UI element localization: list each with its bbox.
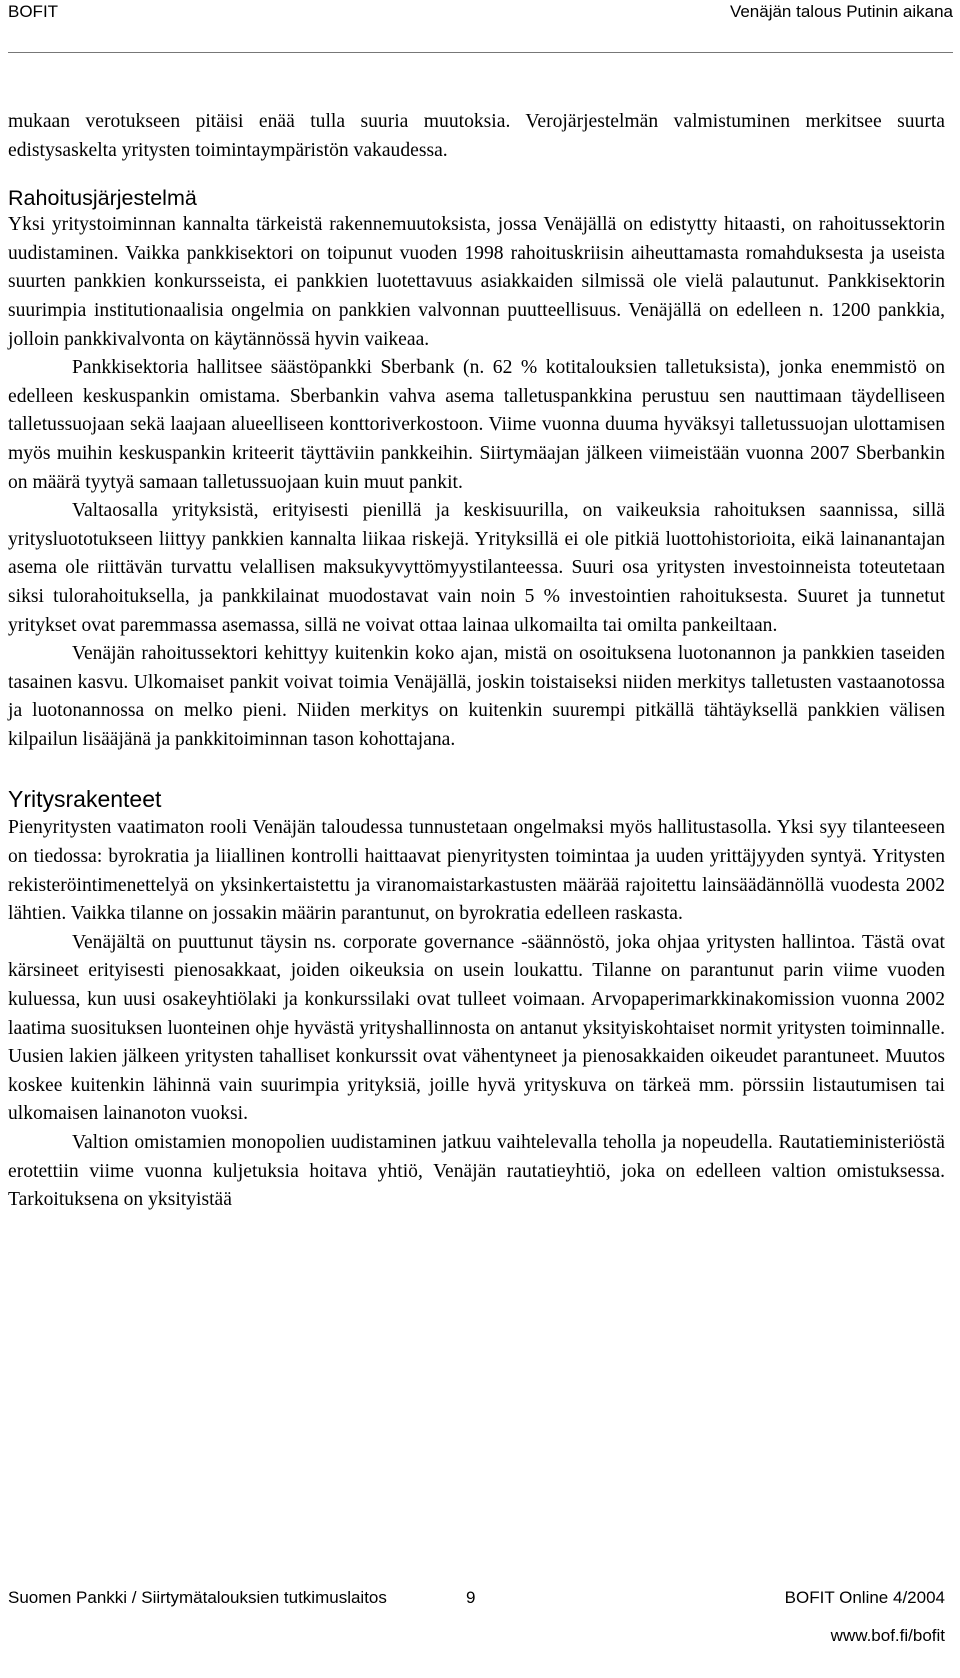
- footer-url: www.bof.fi/bofit: [830, 1626, 945, 1645]
- document-body: [8, 108, 945, 1215]
- paragraph-corporate-governance: Venäjältä on puuttunut täysin ns. corporate governance -säännöstö, joka ohjaa yritysten hallintoa. Tästä ovat kärsineet erityisesti pienosakkaat, joiden oikeuksia on usein loukattu. Tilanne on parantunut parin viime vuoden kuluessa, kun uusi osakeyhtiölaki ja konkurssilaki ovat tulleet voimaan. Arvopaperimarkkinakomission vuonna 2002 laatima suosituksen luonteinen ohje hyvästä yrityshallinnosta on antanut yksityiskohtaiset normit yritysten toiminnalle. Uusien lakien jälkeen yritysten tahalliset konkurssit ovat vähentyneet ja pienosakkaiden oikeudet parantuneet. Muutos koskee kuitenkin lähinnä vain suurimpia yrityksiä, joille hyvä yrityskuva on tärkeä mm. pörssiin listautumisen tai ulkomaisen lainanoton vuoksi.: [8, 931, 945, 1125]
- header-publisher: BOFIT: [8, 2, 59, 21]
- page-header: [0, 0, 960, 28]
- footer-institution: Suomen Pankki / Siirtymätalouksien tutkimuslaitos: [8, 1588, 387, 1607]
- paragraph-tax-continuation: mukaan verotukseen pitäisi enää tulla suuria muutoksia. Verojärjestelmän valmistuminen merkitsee suurta edistysaskelta yritysten toimintaympäristön vakaudessa.: [8, 111, 945, 161]
- header-rule: [8, 52, 953, 53]
- section-heading-financial-system: Rahoitusjärjestelmä: [8, 186, 197, 211]
- paragraph-banking-reform: Yksi yritystoiminnan kannalta tärkeistä rakennemuutoksista, jossa Venäjällä on edistytty hitaasti, on rahoitussektorin uudistaminen. Vaikka pankkisektori on toipunut vuoden 1998 rahoituskriisin aiheuttamasta romahduksesta ja useista suurten pankkien konkursseista, ei pankkien luotettavuus asiakkaiden silmissä ole vielä palautunut. Pankkisektorin suurimpia institutionaalisia ongelmia on pankkien valvonnan puutteellisuus. Venäjällä on edelleen n. 1200 pankkia, jolloin pankkivalvonta on käytännössä hyvin vaikeaa.: [8, 214, 945, 350]
- section-heading-corporate-structures: Yritysrakenteet: [8, 786, 162, 813]
- paragraph-sberbank: Pankkisektoria hallitsee säästöpankki Sberbank (n. 62 % kotitalouksien talletuksista), jonka enemmistö on edelleen keskuspankin omistama. Sberbankin vahva asema talletuspankkina perustuu sen nauttimaan täydelliseen talletussuojaan sekä laajaan alueelliseen konttoriverkostoon. Viime vuonna duuma hyväksyi talletussuojan ulottamisen myös muihin keskuspankin kriteerit täyttäviin pankkeihin. Siirtymäajan jälkeen viimeistään vuonna 2007 Sberbankin on määrä tyytyä samaan talletussuojaan kuin muut pankit.: [8, 357, 945, 493]
- footer-publication: BOFIT Online 4/2004: [784, 1588, 945, 1607]
- paragraph-financial-sector-growth: Venäjän rahoitussektori kehittyy kuitenkin koko ajan, mistä on osoituksena luotonannon ja pankkien taseiden tasainen kasvu. Ulkomaiset pankit voivat toimia Venäjällä, joskin toistaiseksi niiden merkitys talletusten vastaanotossa ja luotonannossa on melko pieni. Niiden merkitys on kuitenkin suurempi pitkällä tähtäyksellä pankkien välisen kilpailun lisääjänä ja pankkitoiminnan tason kohottajana.: [8, 643, 945, 750]
- paragraph-state-monopolies: Valtion omistamien monopolien uudistaminen jatkuu vaihtelevalla teholla ja nopeudella. Rautatieministeriöstä erotettiin viime vuonna kuljetuksia hoitava yhtiö, Venäjän rautatieyhtiö, joka on edelleen valtion omistuksessa. Tarkoituksena on yksityistää: [8, 1132, 945, 1211]
- paragraph-company-financing: Valtaosalla yrityksistä, erityisesti pienillä ja keskisuurilla, on vaikeuksia rahoituksen saannissa, sillä yritysluototukseen liittyy pankkien kannalta liikaa riskejä. Yrityksillä ei ole pitkiä luottohistorioita, eikä lainanantajan asema ole riittävän turvattu velallisen maksukyvyttömyystilanteessa. Suuri osa yritysten investoinneista toteutetaan siksi tulorahoituksella, ja pankkilainat muodostavat vain noin 5 % investointien rahoituksesta. Suuret ja tunnetut yritykset ovat paremmassa asemassa, sillä ne voivat ottaa lainaa ulkomailta tai omilta pankeiltaan.: [8, 500, 945, 636]
- page-footer: [0, 1588, 960, 1678]
- page-number: 9: [466, 1588, 476, 1607]
- header-document-title: Venäjän talous Putinin aikana: [729, 2, 953, 21]
- paragraph-small-business: Pienyritysten vaatimaton rooli Venäjän taloudessa tunnustetaan ongelmaksi myös hallitustasolla. Yksi syy tilanteeseen on tiedossa: byrokratia ja liiallinen kontrolli haittaavat pienyritysten toimintaa ja uuden yrittäjyyden syntyä. Yritysten rekisteröintimenettelyä on yksinkertaistettu ja viranomaistarkastusten määrää rajoitettu lainsäädännöllä vuodesta 2002 lähtien. Vaikka tilanne on jossakin määrin parantunut, on byrokratia edelleen raskasta.: [8, 817, 945, 925]
